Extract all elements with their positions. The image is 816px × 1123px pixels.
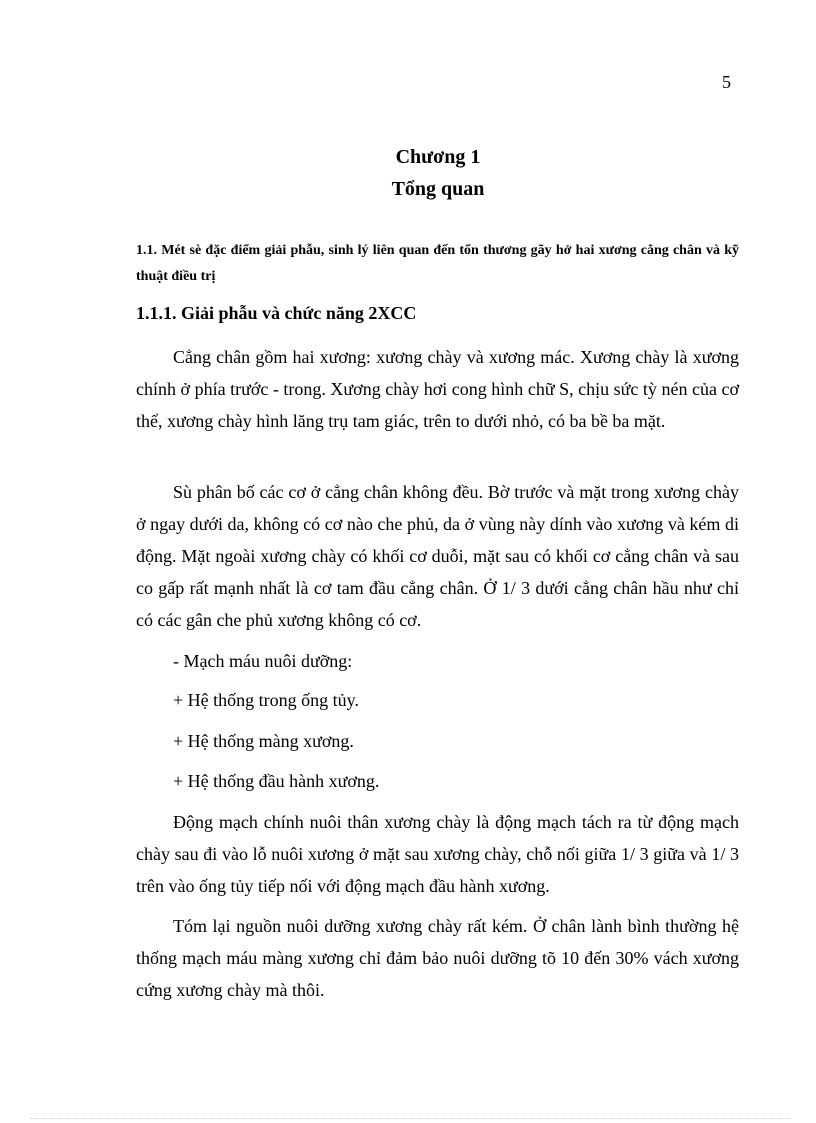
blood-supply-item: + Hệ thống đầu hành xương. (173, 771, 380, 791)
paragraph-summary: Tóm lại nguồn nuôi dưỡng xương chày rất kém. Ở chân lành bình thường hệ thống mạch máu màng xương chỉ đảm bảo nuôi dưỡng tõ 10 đến 30% vách xương cứng xương chày mà thôi. (136, 916, 739, 1000)
paragraph-muscle-distribution: Sù phân bố các cơ ở cẳng chân không đều. Bờ trước và mặt trong xương chày ở ngay dưới da, không có cơ nào che phủ, da ở vùng này dính vào xương và kém di động. Mặt ngoài xương chày có khối cơ duỗi, mặt sau có khối cơ cẳng chân và sau co gấp rất mạnh nhất là cơ tam đầu cẳng chân. Ở 1/ 3 dưới cẳng chân hầu như chỉ có các gân che phủ xương không có cơ. (136, 482, 739, 630)
blood-supply-item: + Hệ thống màng xương. (173, 731, 354, 751)
page-number: 5 (722, 72, 731, 92)
chapter-title: Tổng quan (391, 178, 485, 200)
paragraph-bone-anatomy: Cẳng chân gồm hai xương: xương chày và xương mác. Xương chày là xương chính ở phía trước - trong. Xương chày hơi cong hình chữ S, chịu sức tỳ nén của cơ thể, xương chày hình lăng trụ tam giác, trên to dưới nhỏ, có ba bề ba mặt. (136, 347, 739, 431)
chapter-label: Chương 1 (395, 146, 481, 168)
chapter-header (0, 141, 816, 205)
section-heading: 1.1. Mét sè đặc điểm giải phẫu, sinh lý liên quan đến tổn thương gãy hở hai xương cẳng chân và kỹ thuật điều trị (136, 243, 739, 284)
footer-rule (30, 1118, 790, 1119)
subsection-heading: 1.1.1. Giải phẫu và chức năng 2XCC (136, 303, 417, 323)
blood-supply-heading: - Mạch máu nuôi dưỡng: (173, 651, 353, 671)
blood-supply-item: + Hệ thống trong ống tủy. (173, 690, 359, 710)
paragraph-main-artery: Động mạch chính nuôi thân xương chày là động mạch tách ra từ động mạch chày sau đi vào lỗ nuôi xương ở mặt sau xương chày, chỗ nối giữa 1/ 3 giữa và 1/ 3 trên vào ống tủy tiếp nối với động mạch đầu hành xương. (136, 812, 739, 896)
